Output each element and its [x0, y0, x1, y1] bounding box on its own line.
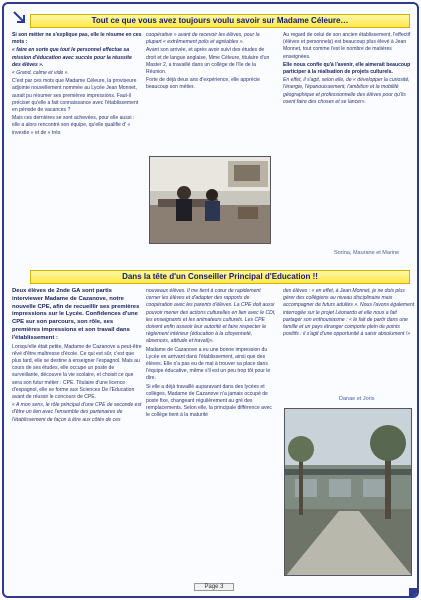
section1-signature: Sorina, Maurane et Marine: [334, 250, 400, 256]
page-corner-mark: [409, 588, 417, 596]
section1-col3-a: Au regard de celui de son ancien établissement, l'effectif (élèves et personnels) est beaucoup plus élevé à Jean Monnet, tout comme l'est le nombre de matières enseignées.: [283, 32, 411, 60]
section2-photo-school: [284, 408, 412, 576]
section1-title-bar: [30, 14, 410, 28]
section1-quote: « faire en sorte que tout le personnel effectue sa mission d'éducation avec succès pour la réussite des élèves ».: [12, 47, 132, 68]
section2-signature: Danae et Joris: [339, 396, 375, 402]
section1-photo-office: [149, 156, 271, 244]
section1-column-3: [283, 32, 415, 242]
section1-paragraph: C'est par ces mots que Madame Céleure, la proviseure adjointe nouvellement nommée au Lycée Jean Monnet, aurait pu résumer ses premières impressions. Faut-il préciser qu'elle a fait connaissance avec l'établissement en période de vacances ?: [12, 78, 139, 114]
section1-column-1: [12, 32, 142, 267]
newsletter-page: [2, 2, 419, 598]
section1-col2-top: coopérative » avant de recevoir les élèves, pour la plupart « extrêmement polis et agréables ».: [146, 32, 260, 46]
section1-quote2: « Grand, calme et vide ».: [12, 70, 69, 77]
section2-lead: Deux élèves de 2nde GA sont partis interviewer Madame de Cazanove, notre nouvelle CPE, afin de recueillir ses premières impressions sur le Lycée. Confidences d'une CPE sur son parcours, son rôle, ses premières impressions et son travail dans l'établissement :: [12, 288, 140, 341]
section1-col3-b: Elle nous confie qu'à l'avenir, elle aimerait beaucoup participer à la réalisation de projets culturels.: [283, 61, 411, 76]
arrow-icon: [12, 10, 26, 24]
section2-quote: « A mon sens, le rôle principal d'une CPE de seconde est d'être un lien avec l'ensemble des partenaires de l'établissement de façon à être aux côtés de ces: [12, 402, 142, 423]
section2-column-3: [283, 288, 415, 388]
section1-col3-c: En effet, il s'agit, selon elle, de « développer la curiosité, l'énergie, l'épanouissement, l'ambition et la mobilité géographique et professionnelle des élèves pour qu'ils osent faire des choses et se lancer».: [283, 77, 410, 105]
section2-column-1: [12, 288, 142, 578]
section1-intro: Si son métier ne s'explique pas, elle le résume en ces mots :: [12, 32, 142, 46]
section2-col2-body: Madame de Cazanove a eu une bonne impression du Lycée en arrivant dans l'établissement, ainsi que des élèves. Elle n'a pas eu de mal à trouver sa place dans l'équipe éducative, même s'il est un peu trop tôt pour le dire.: [146, 346, 271, 382]
section2-col3-a: des élèves : « en effet, à Jean Monnet, je ne dois plus gérer des collégiens au niveau disciplinaire mais accompagner de futurs adultes ». Nous l'avons également interrogée sur le projet Léonardo et elle nous a fait partager son enthousiasme : « le fait de partir dans une famille et un pays étranger comporte plein de points positifs : il s'agit d'une opportunité à saisir absolument !»: [283, 288, 415, 338]
section1-title: Tout ce que vous avez toujours voulu savoir sur Madame Céleure…: [91, 16, 349, 25]
section1-col2-bot: Forte de déjà deux ans d'expérience, elle apprécie beaucoup son métier.: [146, 77, 260, 91]
section2-col2-quote: nouveaux élèves. Il me tient à cœur de rapidement cerner les élèves et d'adapter des rapports de coopération avec les parents d'élèves. La CPE doit aussi pouvoir mener des actions culturelles en lien avec le CDI, les enseignants et les animateurs culturels. Les CPE doivent enfin asseoir leur autorité et faire respecter le règlement intérieur (éducation à la citoyenneté, absences, attitude et travail)».: [146, 288, 276, 345]
section2-col2-body2: Si elle a déjà travaillé auparavant dans des lycées et collèges, Madame de Cazanove n'a jamais occupé de poste fixe, changeant régulièrement au gré des remplacements. Selon elle, la principale différence avec le collège tient à la maturité: [146, 383, 272, 419]
section1-col2-mid: Avant son arrivée, et après avoir suivi des études de droit et de langue anglaise, Mme Céleure, titulaire d'un Master 2, a travaillé dans un collège de l'île de la Réunion.: [146, 47, 270, 76]
section2-title-bar: [30, 270, 410, 284]
section1-paragraph2: Mais ces dernières se sont achevées, pour elle aussi : elle a alors rencontré son équipe, qu'elle qualifie d' « investie » et de « très: [12, 115, 135, 136]
page-number: Page 3: [194, 583, 234, 591]
section2-body: Lorsqu'elle était petite, Madame de Cazanove a peut-être rêvé d'être maîtresse d'école. Ce qui est sûr, c'est que plus tard, elle se destine à enseigner l'espagnol. Mais au cours de ses études, elle occupe un poste de surveillante, découvre la vie scolaire, et choisit ce que sera son futur métier : CPE. Titulaire d'une licence d'espagnol, elle se forme aux Sciences De l'Education avant de réussir le concours de CPE.: [12, 343, 142, 400]
section1-column-2: [146, 32, 274, 154]
section2-title: Dans la tête d'un Conseiller Principal d'Education !!: [122, 272, 318, 281]
section2-column-2: [146, 288, 276, 578]
